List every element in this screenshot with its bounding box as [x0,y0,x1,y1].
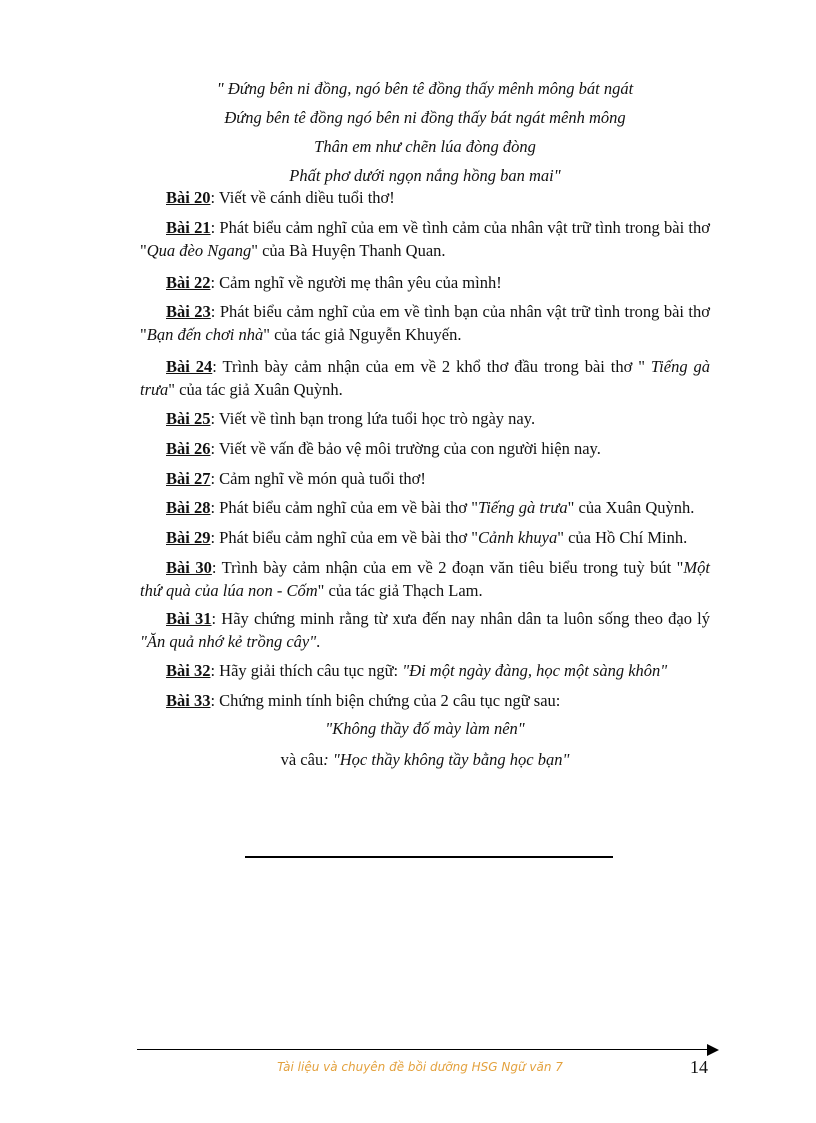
poem-line: Đứng bên tê đồng ngó bên ni đồng thấy bát ngát mênh mông [224,108,626,127]
poem-line: " Đứng bên ni đồng, ngó bên tê đồng thấy mênh mông bát ngát [216,79,634,98]
exercise-label: Bài 23 [166,302,211,321]
exercise-label: Bài 24 [166,357,213,376]
exercise-21: Bài 21: Phát biểu cảm nghĩ của em về tình cảm của nhân vật trữ tình trong bài thơ "Qua đèo Ngang" của Bà Huyện Thanh Quan. [140,218,710,260]
poem-excerpt [140,74,710,190]
exercise-27: Bài 27: Cảm nghĩ về món quà tuổi thơ! [166,469,426,488]
exercise-label: Bài 33 [166,691,211,710]
exercise-label: Bài 27 [166,469,211,488]
exercise-25: Bài 25: Viết về tình bạn trong lứa tuổi học trò ngày nay. [166,409,536,428]
exercise-label: Bài 31 [166,609,212,628]
exercise-label: Bài 26 [166,439,211,458]
proverb-first: "Không thầy đố mày làm nên" [325,719,525,738]
exercise-label: Bài 22 [166,273,211,292]
poem-line: Phất phơ dưới ngọn nắng hồng ban mai" [289,166,561,185]
exercise-label: Bài 25 [166,409,211,428]
exercise-24: Bài 24: Trình bày cảm nhận của em về 2 khổ thơ đầu trong bài thơ " Tiếng gà trưa" của tác giả Xuân Quỳnh. [140,357,710,399]
exercise-32: Bài 32: Hãy giải thích câu tục ngữ: "Đi một ngày đàng, học một sàng khôn" [166,661,668,680]
exercise-30: Bài 30: Trình bày cảm nhận của em về 2 đoạn văn tiêu biểu trong tuỳ bút "Một thứ quà của lúa non - Cốm" của tác giả Thạch Lam. [140,558,710,600]
exercise-29: Bài 29: Phát biểu cảm nghĩ của em về bài thơ "Cảnh khuya" của Hồ Chí Minh. [166,528,688,547]
exercise-20: Bài 20: Viết về cánh diều tuổi thơ! [166,188,395,207]
exercise-label: Bài 28 [166,498,211,517]
poem-line: Thân em như chẽn lúa đòng đòng [314,137,536,156]
exercise-23: Bài 23: Phát biểu cảm nghĩ của em về tình bạn của nhân vật trữ tình trong bài thơ "Bạn đến chơi nhà" của tác giả Nguyễn Khuyến. [140,302,710,344]
exercise-33: Bài 33: Chứng minh tính biện chứng của 2 câu tục ngữ sau: [166,691,561,710]
footer-rule [137,1049,709,1050]
proverb-second: và câu: "Học thầy không tầy bằng học bạn" [280,750,570,769]
exercise-31: Bài 31: Hãy chứng minh rằng từ xưa đến nay nhân dân ta luôn sống theo đạo lý "Ăn quả nhớ kẻ trồng cây". [140,609,710,651]
exercise-label: Bài 20 [166,188,211,207]
exercise-22: Bài 22: Cảm nghĩ về người mẹ thân yêu của mình! [166,273,502,292]
footer-title: Tài liệu và chuyên đề bồi dưỡng HSG Ngữ văn 7 [277,1060,563,1074]
arrow-right-icon [707,1044,719,1056]
exercise-label: Bài 30 [166,558,212,577]
exercise-28: Bài 28: Phát biểu cảm nghĩ của em về bài thơ "Tiếng gà trưa" của Xuân Quỳnh. [166,498,695,517]
section-separator [245,856,613,858]
page-number: 14 [690,1057,708,1077]
exercise-label: Bài 29 [166,528,211,547]
exercise-label: Bài 32 [166,661,211,680]
exercise-26: Bài 26: Viết về vấn đề bảo vệ môi trường của con người hiện nay. [166,439,601,458]
exercise-label: Bài 21 [166,218,211,237]
